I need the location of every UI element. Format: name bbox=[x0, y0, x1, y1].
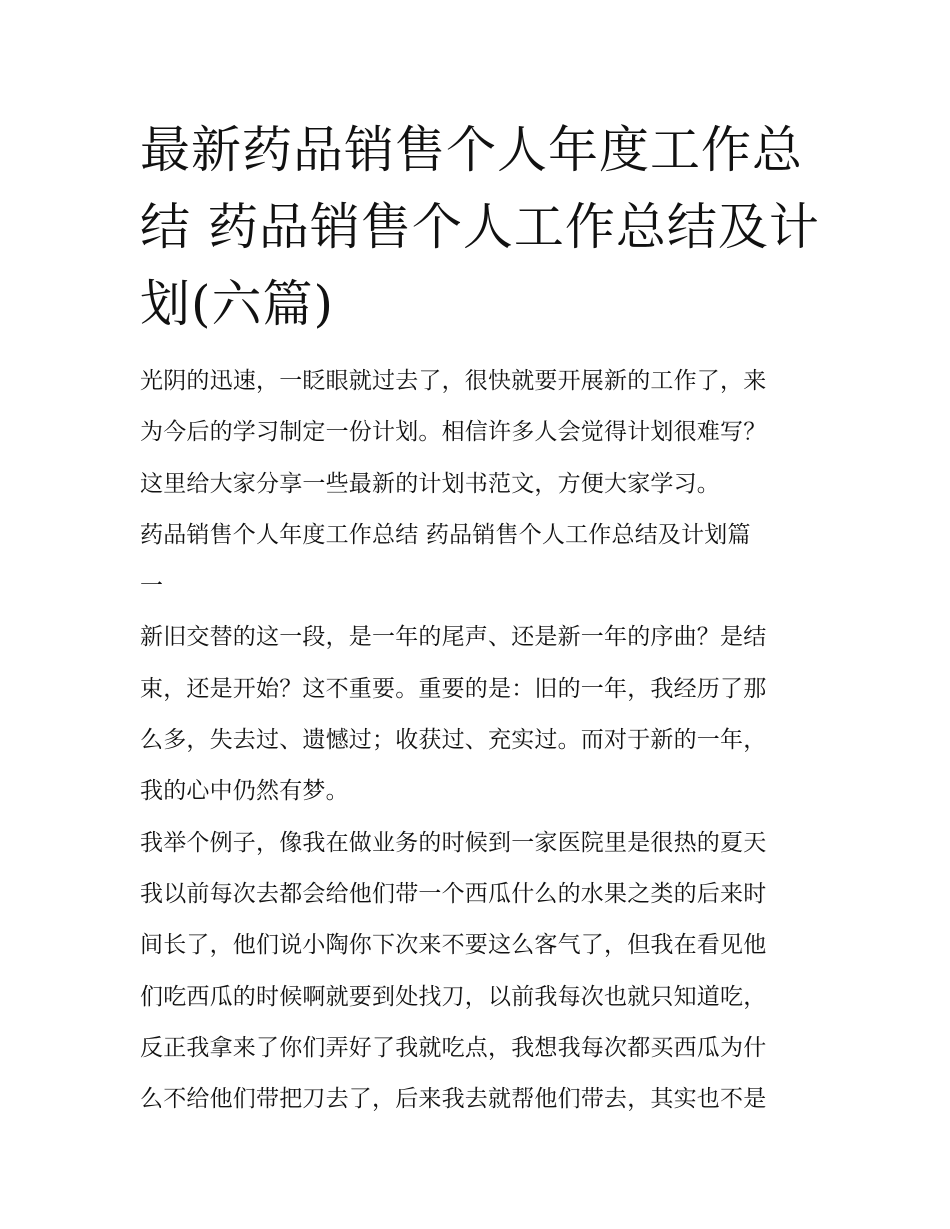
paragraph-line: 反正我拿来了你们弄好了我就吃点，我想我每次都买西瓜为什 bbox=[140, 1034, 767, 1061]
section-heading-line: 药品销售个人年度工作总结 药品销售个人工作总结及计划篇 bbox=[140, 521, 751, 548]
document-body bbox=[140, 356, 820, 1125]
paragraph-line: 束，还是开始？这不重要。重要的是：旧的一年，我经历了那 bbox=[140, 675, 767, 702]
paragraph-line: 们吃西瓜的时候啊就要到处找刀，以前我每次也就只知道吃， bbox=[140, 983, 767, 1010]
title-line: 最新药品销售个人年度工作总 bbox=[140, 121, 803, 179]
title-line: 结 药品销售个人工作总结及计 bbox=[140, 198, 820, 256]
paragraph-line: 我以前每次去都会给他们带一个西瓜什么的水果之类的后来时 bbox=[140, 880, 767, 907]
title-line: 划(六篇) bbox=[140, 275, 335, 333]
intro-line: 这里给大家分享一些最新的计划书范文，方便大家学习。 bbox=[140, 470, 720, 497]
paragraph-line: 间长了，他们说小陶你下次来不要这么客气了，但我在看见他 bbox=[140, 932, 767, 959]
document-title bbox=[140, 112, 820, 343]
intro-line: 光阴的迅速，一眨眼就过去了，很快就要开展新的工作了，来 bbox=[140, 368, 767, 394]
paragraph-line: 新旧交替的这一段，是一年的尾声、还是新一年的序曲？是结 bbox=[140, 624, 767, 651]
intro-line: 为今后的学习制定一份计划。相信许多人会觉得计划很难写？ bbox=[140, 419, 767, 446]
paragraph-line: 我举个例子，像我在做业务的时候到一家医院里是很热的夏天 bbox=[140, 829, 767, 856]
section-heading-line: 一 bbox=[140, 573, 164, 600]
paragraph-line: 我的心中仍然有梦。 bbox=[140, 778, 349, 805]
paragraph-line: 么不给他们带把刀去了，后来我去就帮他们带去，其实也不是 bbox=[140, 1086, 767, 1113]
paragraph-line: 么多，失去过、遗憾过；收获过、充实过。而对于新的一年， bbox=[140, 727, 767, 754]
